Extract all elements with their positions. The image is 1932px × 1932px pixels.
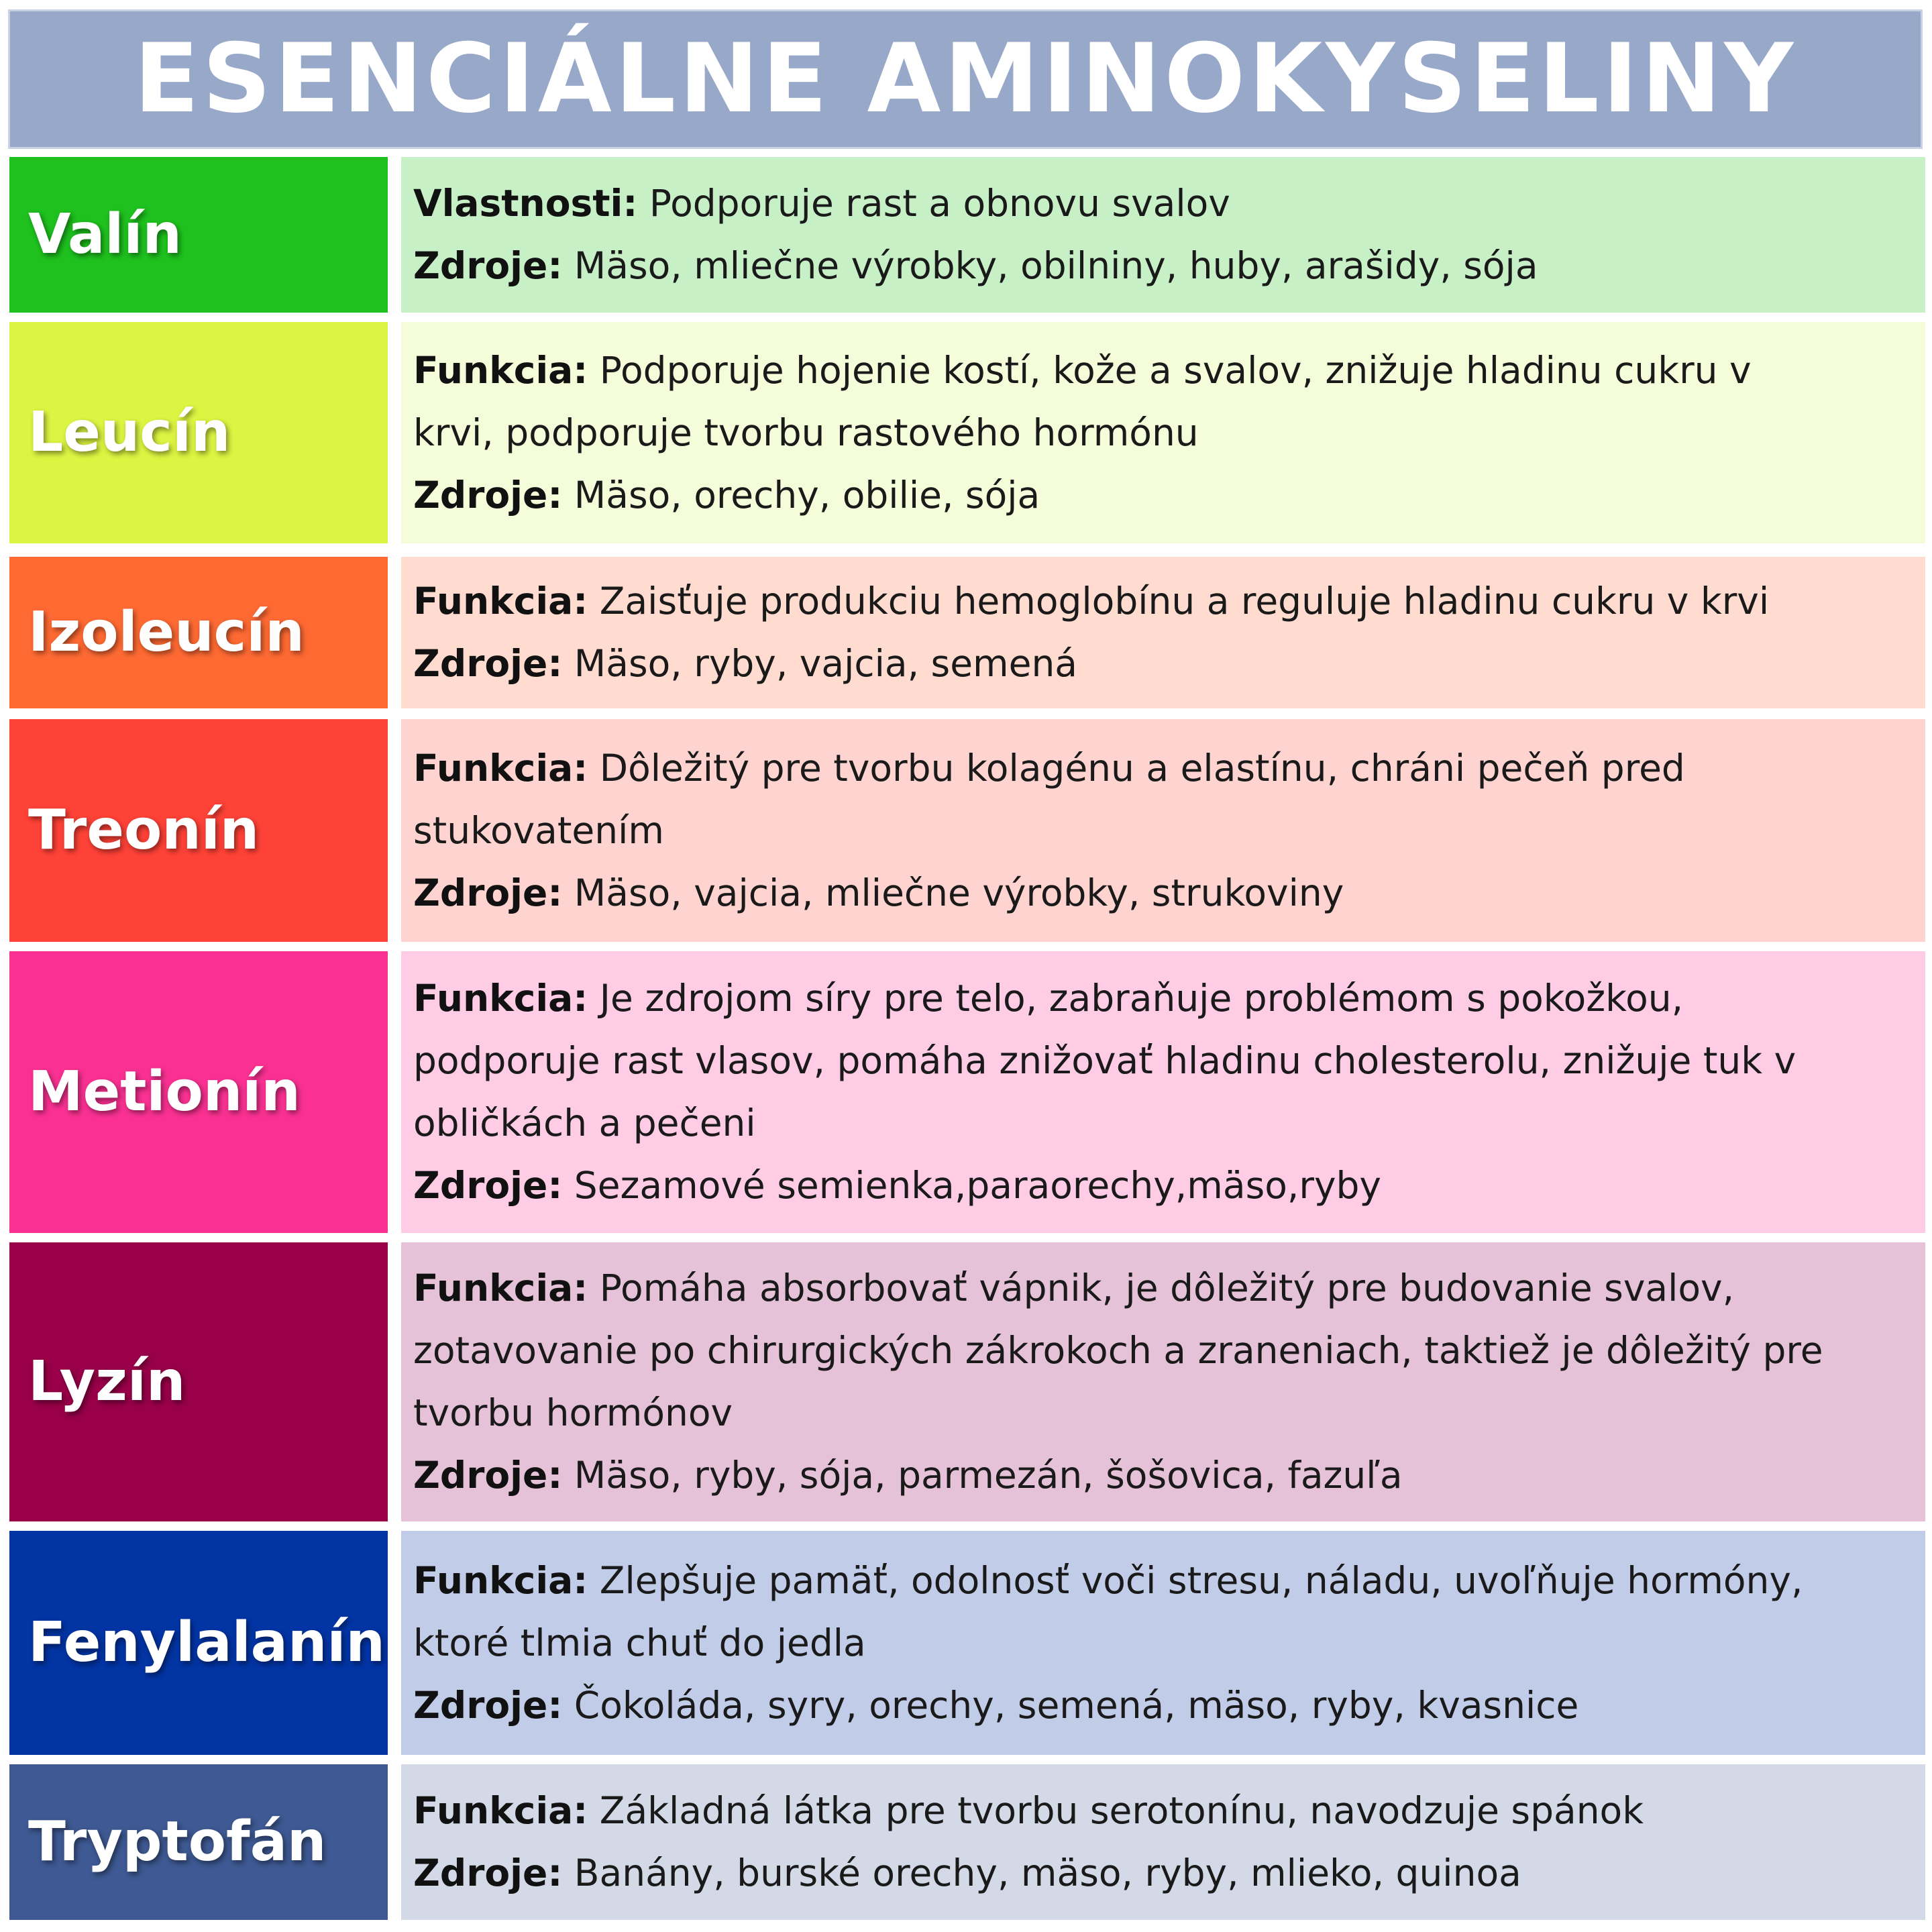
amino-acid-name-cell bbox=[9, 1531, 388, 1755]
field-label: Zdroje: bbox=[413, 871, 563, 914]
amino-acid-description bbox=[401, 157, 1925, 313]
field-text: Je zdrojom síry pre telo, zabraňuje problémom s pokožkou, bbox=[588, 977, 1684, 1020]
description-line bbox=[413, 235, 1919, 297]
field-label: Vlastnosti: bbox=[413, 182, 638, 225]
field-text: Mäso, ryby, vajcia, semená bbox=[562, 642, 1078, 685]
table-row bbox=[0, 951, 1932, 1233]
description-line bbox=[413, 570, 1919, 633]
field-text: Mäso, mliečne výrobky, obilniny, huby, arašidy, sója bbox=[562, 244, 1538, 287]
field-text: Podporuje hojenie kostí, kože a svalov, znižuje hladinu cukru v bbox=[588, 348, 1752, 392]
field-label: Funkcia: bbox=[413, 746, 588, 790]
field-text: Sezamové semienka,paraorechy,mäso,ryby bbox=[562, 1164, 1381, 1207]
field-label: Zdroje: bbox=[413, 1683, 563, 1727]
amino-acid-description bbox=[401, 1242, 1925, 1521]
amino-acid-name-cell bbox=[9, 322, 388, 543]
field-text: Mäso, orechy, obilie, sója bbox=[562, 473, 1040, 517]
amino-acid-name-cell bbox=[9, 1242, 388, 1521]
field-label: Zdroje: bbox=[413, 1454, 563, 1497]
field-label: Funkcia: bbox=[413, 1789, 588, 1832]
description-line bbox=[413, 1550, 1919, 1612]
amino-acid-name: Leucín bbox=[28, 400, 231, 464]
amino-acid-name-cell bbox=[9, 1764, 388, 1920]
table-row bbox=[0, 1242, 1932, 1521]
description-line bbox=[413, 633, 1919, 695]
description-line bbox=[413, 339, 1919, 402]
description-line bbox=[413, 862, 1919, 924]
amino-acid-name: Treonín bbox=[28, 798, 260, 862]
field-text: Zaisťuje produkciu hemoglobínu a reguluje hladinu cukru v krvi bbox=[588, 580, 1770, 623]
amino-acid-name-cell bbox=[9, 157, 388, 313]
field-label: Funkcia: bbox=[413, 348, 588, 392]
amino-acid-name: Lyzín bbox=[28, 1350, 186, 1413]
description-line bbox=[413, 172, 1919, 235]
amino-acid-name: Izoleucín bbox=[28, 600, 305, 664]
description-line bbox=[413, 800, 1919, 862]
field-text: stukovatením bbox=[413, 808, 664, 852]
field-label: Zdroje: bbox=[413, 473, 563, 517]
field-text: Banány, burské orechy, mäso, ryby, mlieko, quinoa bbox=[562, 1851, 1521, 1894]
description-line bbox=[413, 402, 1919, 464]
description-line bbox=[413, 1092, 1919, 1155]
field-label: Zdroje: bbox=[413, 642, 563, 685]
description-line bbox=[413, 1612, 1919, 1674]
description-line bbox=[413, 1155, 1919, 1217]
field-text: Základná látka pre tvorbu serotonínu, navodzuje spánok bbox=[588, 1789, 1644, 1832]
description-line bbox=[413, 737, 1919, 800]
title-banner bbox=[8, 9, 1923, 149]
description-line bbox=[413, 1674, 1919, 1737]
table-row bbox=[0, 1531, 1932, 1755]
field-text: Dôležitý pre tvorbu kolagénu a elastínu, chráni pečeň pred bbox=[588, 746, 1685, 790]
page-title: ESENCIÁLNE AMINOKYSELINY bbox=[133, 23, 1797, 134]
amino-acid-name: Valín bbox=[28, 203, 182, 266]
field-label: Funkcia: bbox=[413, 1558, 588, 1602]
field-text: ktoré tlmia chuť do jedla bbox=[413, 1621, 866, 1664]
amino-acid-name-cell bbox=[9, 557, 388, 708]
description-line bbox=[413, 1842, 1919, 1904]
description-line bbox=[413, 1444, 1919, 1507]
field-label: Zdroje: bbox=[413, 244, 563, 287]
description-line bbox=[413, 464, 1919, 527]
field-label: Funkcia: bbox=[413, 1267, 588, 1309]
table-row bbox=[0, 719, 1932, 942]
amino-acid-name-cell bbox=[9, 719, 388, 942]
field-text: obličkách a pečeni bbox=[413, 1102, 756, 1144]
amino-acid-name-cell bbox=[9, 951, 388, 1233]
field-text: Mäso, ryby, sója, parmezán, šošovica, fazuľa bbox=[562, 1454, 1403, 1497]
amino-acid-description bbox=[401, 1531, 1925, 1755]
description-line bbox=[413, 1257, 1919, 1320]
field-text: Podporuje rast a obnovu svalov bbox=[637, 182, 1230, 225]
table-row bbox=[0, 322, 1932, 543]
table-row bbox=[0, 157, 1932, 313]
field-text: podporuje rast vlasov, pomáha znižovať hladinu cholesterolu, znižuje tuk v bbox=[413, 1039, 1796, 1082]
amino-acid-description bbox=[401, 951, 1925, 1233]
field-text: tvorbu hormónov bbox=[413, 1391, 733, 1434]
amino-acid-name: Tryptofán bbox=[28, 1810, 327, 1874]
field-label: Zdroje: bbox=[413, 1164, 563, 1207]
amino-acid-name: Fenylalanín bbox=[28, 1611, 385, 1674]
field-label: Zdroje: bbox=[413, 1851, 563, 1894]
description-line bbox=[413, 1320, 1919, 1382]
field-text: Čokoláda, syry, orechy, semená, mäso, ryby, kvasnice bbox=[562, 1683, 1579, 1727]
field-text: Pomáha absorbovať vápnik, je dôležitý pre budovanie svalov, bbox=[588, 1267, 1735, 1309]
amino-acid-description bbox=[401, 719, 1925, 942]
field-text: Mäso, vajcia, mliečne výrobky, strukoviny bbox=[562, 871, 1344, 914]
description-line bbox=[413, 967, 1919, 1030]
amino-acid-description bbox=[401, 322, 1925, 543]
field-text: zotavovanie po chirurgických zákrokoch a zraneniach, taktiež je dôležitý pre bbox=[413, 1329, 1823, 1372]
amino-acid-name: Metionín bbox=[28, 1060, 301, 1124]
field-label: Funkcia: bbox=[413, 580, 588, 623]
table-row bbox=[0, 1764, 1932, 1920]
field-label: Funkcia: bbox=[413, 977, 588, 1020]
field-text: Zlepšuje pamäť, odolnosť voči stresu, náladu, uvoľňuje hormóny, bbox=[588, 1558, 1803, 1602]
table-row bbox=[0, 557, 1932, 708]
description-line bbox=[413, 1382, 1919, 1444]
amino-acid-description bbox=[401, 557, 1925, 708]
description-line bbox=[413, 1780, 1919, 1842]
amino-acid-description bbox=[401, 1764, 1925, 1920]
field-text: krvi, podporuje tvorbu rastového hormónu bbox=[413, 411, 1199, 454]
description-line bbox=[413, 1030, 1919, 1092]
